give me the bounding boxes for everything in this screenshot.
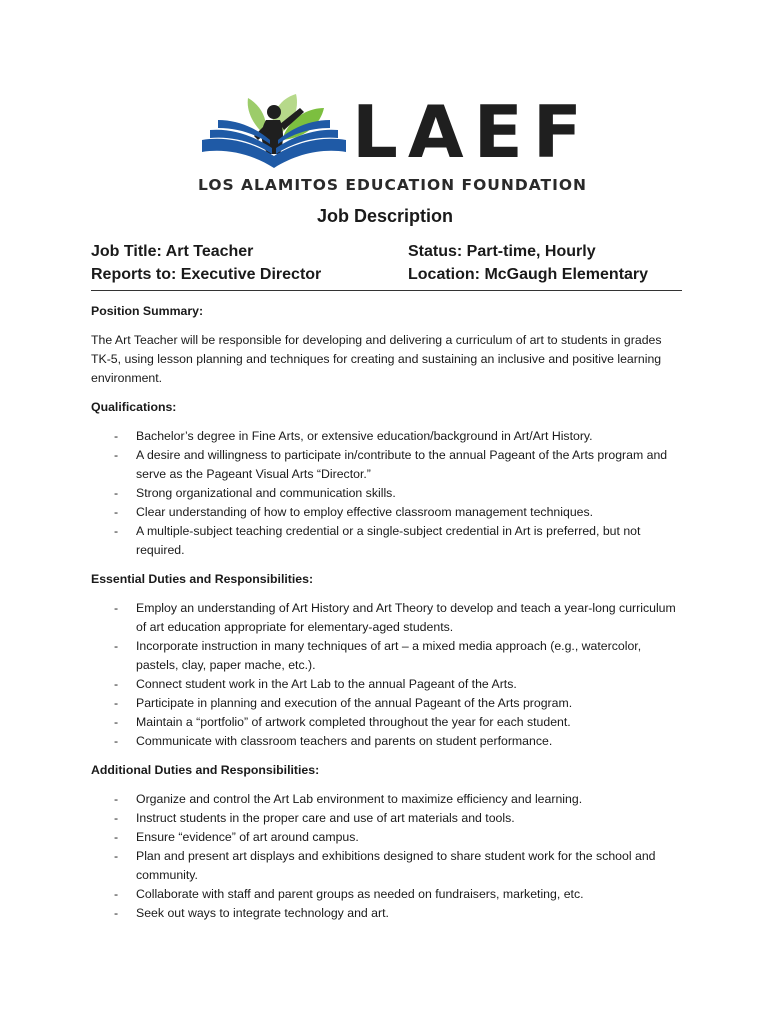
employment-status: Status: Part-time, Hourly: [408, 243, 596, 260]
list-item: - Incorporate instruction in many techniques of art – a mixed media approach (e.g., watercolor, pastels, clay, paper mache, etc.).: [91, 637, 681, 675]
list-item: - Instruct students in the proper care and use of art materials and tools.: [91, 809, 681, 828]
logo-wordmark: LAEF: [352, 90, 592, 174]
list-item: - Connect student work in the Art Lab to the annual Pageant of the Arts.: [91, 675, 681, 694]
essential-duties-heading: Essential Duties and Responsibilities:: [91, 572, 314, 586]
header-divider: [91, 290, 682, 291]
qualifications-list: [91, 427, 681, 560]
document-title: Job Description: [316, 206, 454, 226]
list-item: - Seek out ways to integrate technology and art.: [91, 904, 681, 923]
list-item: - Strong organizational and communication skills.: [91, 484, 681, 503]
organization-name: LOS ALAMITOS EDUCATION FOUNDATION: [198, 176, 587, 194]
work-location: Location: McGaugh Elementary: [408, 266, 649, 283]
list-item: - Maintain a “portfolio” of artwork completed throughout the year for each student.: [91, 713, 681, 732]
list-item: - Participate in planning and execution of the annual Pageant of the Arts program.: [91, 694, 681, 713]
qualifications-heading: Qualifications:: [91, 400, 177, 414]
position-summary-text: The Art Teacher will be responsible for developing and delivering a curriculum of art to students in grades TK-5, using lesson planning and techniques for creating and sustaining an inclusive and positive learning environment.: [91, 333, 662, 385]
document-body: [91, 302, 681, 923]
list-item: - Bachelor’s degree in Fine Arts, or extensive education/background in Art/Art History.: [91, 427, 681, 446]
list-item: - A desire and willingness to participate in/contribute to the annual Pageant of the Arts program and serve as the Pageant Visual Arts “Director.”: [91, 446, 681, 484]
list-item: - Collaborate with staff and parent groups as needed on fundraisers, marketing, etc.: [91, 885, 681, 904]
essential-duties-list: [91, 599, 681, 751]
list-item: - A multiple-subject teaching credential or a single-subject credential in Art is preferred, but not required.: [91, 522, 681, 560]
additional-duties-heading: Additional Duties and Responsibilities:: [91, 763, 320, 777]
list-item: - Communicate with classroom teachers and parents on student performance.: [91, 732, 681, 751]
book-and-figure-logo-icon: [196, 90, 356, 172]
list-item: - Clear understanding of how to employ effective classroom management techniques.: [91, 503, 681, 522]
additional-duties-list: [91, 790, 681, 923]
position-summary-heading: Position Summary:: [91, 304, 204, 318]
list-item: - Plan and present art displays and exhibitions designed to share student work for the school and community.: [91, 847, 681, 885]
laef-logo: [196, 90, 592, 200]
reports-to: Reports to: Executive Director: [91, 266, 322, 283]
list-item: - Ensure “evidence” of art around campus.: [91, 828, 681, 847]
list-item: - Organize and control the Art Lab environment to maximize efficiency and learning.: [91, 790, 681, 809]
job-title: Job Title: Art Teacher: [91, 243, 254, 260]
list-item: - Employ an understanding of Art History and Art Theory to develop and teach a year-long curriculum of art education appropriate for elementary-aged students.: [91, 599, 681, 637]
